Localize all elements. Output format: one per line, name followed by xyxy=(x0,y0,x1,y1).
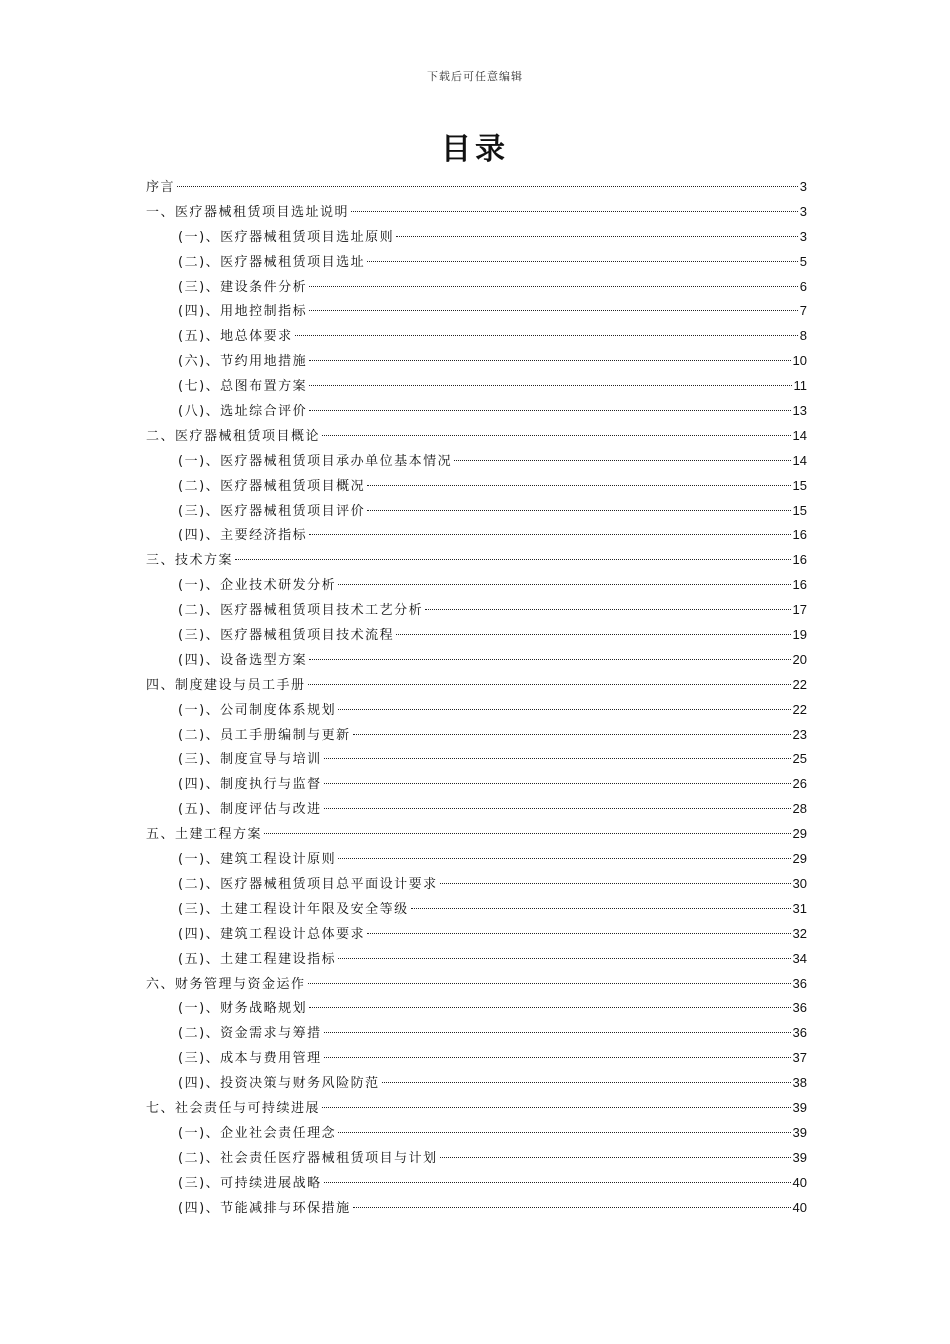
toc-entry-label: (一)、企业社会责任理念 xyxy=(178,1125,337,1141)
toc-entry-label: (八)、选址综合评价 xyxy=(178,404,308,420)
toc-entry[interactable] xyxy=(146,1171,807,1196)
toc-entry[interactable] xyxy=(146,225,807,250)
toc-entry-page: 15 xyxy=(792,502,807,518)
toc-entry-page: 16 xyxy=(792,577,807,593)
toc-dot-leader xyxy=(411,908,791,909)
toc-dot-leader xyxy=(308,684,791,685)
toc-entry-page: 39 xyxy=(792,1099,807,1115)
toc-entry-page: 16 xyxy=(792,527,807,543)
toc-entry[interactable] xyxy=(146,623,807,648)
toc-dot-leader xyxy=(308,983,791,984)
table-of-contents xyxy=(146,175,807,1220)
toc-dot-leader xyxy=(338,858,790,859)
toc-entry[interactable] xyxy=(146,250,807,275)
toc-entry-page: 5 xyxy=(799,253,807,269)
toc-dot-leader xyxy=(425,609,790,610)
toc-entry-label: (四)、节能减排与环保措施 xyxy=(178,1200,351,1216)
toc-dot-leader xyxy=(367,485,790,486)
toc-entry-page: 14 xyxy=(792,427,807,443)
toc-entry[interactable] xyxy=(146,698,807,723)
toc-entry-label: (四)、制度执行与监督 xyxy=(178,777,322,793)
toc-entry-label: (三)、医疗器械租赁项目技术流程 xyxy=(178,628,395,644)
toc-entry-label: 二、医疗器械租赁项目概论 xyxy=(146,428,321,444)
toc-entry-page: 26 xyxy=(792,776,807,792)
toc-entry-page: 3 xyxy=(799,228,807,244)
toc-entry-page: 22 xyxy=(792,701,807,717)
toc-dot-leader xyxy=(264,833,791,834)
toc-entry-page: 25 xyxy=(792,751,807,767)
toc-entry-label: (三)、可持续进展战略 xyxy=(178,1175,322,1191)
toc-dot-leader xyxy=(440,883,791,884)
toc-entry-page: 39 xyxy=(792,1149,807,1165)
toc-dot-leader xyxy=(382,1082,791,1083)
toc-dot-leader xyxy=(322,435,791,436)
toc-entry-page: 30 xyxy=(792,875,807,891)
toc-entry[interactable] xyxy=(146,424,807,449)
toc-entry-page: 19 xyxy=(792,627,807,643)
toc-entry-page: 29 xyxy=(792,851,807,867)
toc-entry-page: 37 xyxy=(792,1050,807,1066)
toc-entry[interactable] xyxy=(146,822,807,847)
toc-entry-label: (一)、企业技术研发分析 xyxy=(178,578,337,594)
toc-dot-leader xyxy=(367,510,790,511)
toc-entry-page: 28 xyxy=(792,801,807,817)
toc-entry-page: 11 xyxy=(793,378,807,394)
toc-dot-leader xyxy=(235,559,791,560)
toc-entry-label: (二)、医疗器械租赁项目技术工艺分析 xyxy=(178,603,424,619)
toc-entry[interactable] xyxy=(146,972,807,997)
toc-dot-leader xyxy=(309,1007,790,1008)
toc-entry-label: (四)、设备选型方案 xyxy=(178,652,308,668)
toc-entry[interactable] xyxy=(146,996,807,1021)
toc-dot-leader xyxy=(338,958,790,959)
toc-dot-leader xyxy=(309,360,790,361)
toc-entry-label: (六)、节约用地措施 xyxy=(178,354,308,370)
toc-entry[interactable] xyxy=(146,474,807,499)
page-title: 目录 xyxy=(441,132,509,167)
toc-entry-page: 23 xyxy=(792,726,807,742)
toc-entry-label: (二)、资金需求与筹措 xyxy=(178,1026,322,1042)
toc-dot-leader xyxy=(367,933,790,934)
toc-entry-label: (四)、主要经济指标 xyxy=(178,528,308,544)
toc-entry-page: 40 xyxy=(792,1174,807,1190)
toc-entry-label: (三)、土建工程设计年限及安全等级 xyxy=(178,901,409,917)
toc-entry-label: (二)、医疗器械租赁项目选址 xyxy=(178,254,366,270)
toc-dot-leader xyxy=(324,1182,791,1183)
toc-dot-leader xyxy=(324,758,791,759)
toc-dot-leader xyxy=(324,783,791,784)
toc-entry-page: 15 xyxy=(792,477,807,493)
toc-entry-page: 3 xyxy=(799,179,807,194)
toc-entry-label: 三、技术方案 xyxy=(146,553,234,569)
toc-entry-label: 序言 xyxy=(146,180,176,195)
toc-dot-leader xyxy=(309,385,791,386)
toc-entry-label: (四)、建筑工程设计总体要求 xyxy=(178,926,366,942)
toc-entry-label: 一、医疗器械租赁项目选址说明 xyxy=(146,204,350,220)
toc-entry-label: (一)、公司制度体系规划 xyxy=(178,702,337,718)
toc-entry[interactable] xyxy=(146,847,807,872)
toc-entry[interactable] xyxy=(146,872,807,897)
toc-entry-page: 20 xyxy=(792,651,807,667)
toc-entry-label: 五、土建工程方案 xyxy=(146,827,263,843)
toc-entry-label: 六、财务管理与资金运作 xyxy=(146,976,306,992)
toc-dot-leader xyxy=(324,808,791,809)
toc-dot-leader xyxy=(322,1107,791,1108)
toc-entry-label: (一)、医疗器械租赁项目承办单位基本情况 xyxy=(178,453,453,469)
toc-entry[interactable] xyxy=(146,349,807,374)
toc-entry-page: 6 xyxy=(799,278,807,294)
header-note: 下载后可任意编辑 xyxy=(427,70,523,83)
toc-entry-page: 10 xyxy=(792,353,807,369)
toc-dot-leader xyxy=(324,1057,791,1058)
toc-entry-label: (七)、总图布置方案 xyxy=(178,379,308,395)
toc-entry-label: (一)、医疗器械租赁项目选址原则 xyxy=(178,229,395,245)
toc-dot-leader xyxy=(309,286,798,287)
toc-dot-leader xyxy=(440,1157,791,1158)
toc-entry-page: 17 xyxy=(792,602,807,618)
toc-entry[interactable] xyxy=(146,1121,807,1146)
toc-entry-label: (三)、制度宣导与培训 xyxy=(178,752,322,768)
toc-entry-page: 36 xyxy=(792,975,807,991)
toc-entry[interactable] xyxy=(146,673,807,698)
toc-entry[interactable] xyxy=(146,299,807,324)
toc-entry[interactable] xyxy=(146,723,807,748)
toc-entry-page: 38 xyxy=(792,1075,807,1091)
toc-dot-leader xyxy=(338,584,790,585)
toc-dot-leader xyxy=(367,261,798,262)
toc-entry-page: 36 xyxy=(792,1025,807,1041)
toc-entry[interactable] xyxy=(146,275,807,300)
toc-entry-label: (四)、用地控制指标 xyxy=(178,304,308,320)
toc-dot-leader xyxy=(295,335,798,336)
toc-dot-leader xyxy=(338,709,790,710)
toc-entry[interactable] xyxy=(146,573,807,598)
toc-dot-leader xyxy=(309,310,798,311)
toc-entry[interactable] xyxy=(146,747,807,772)
toc-entry[interactable] xyxy=(146,1096,807,1121)
toc-entry-label: (一)、财务战略规划 xyxy=(178,1001,308,1017)
toc-entry[interactable] xyxy=(146,523,807,548)
toc-dot-leader xyxy=(396,236,798,237)
toc-entry-page: 13 xyxy=(792,403,807,419)
toc-entry[interactable] xyxy=(146,175,807,200)
toc-entry-label: (二)、医疗器械租赁项目总平面设计要求 xyxy=(178,876,438,892)
toc-entry-page: 14 xyxy=(792,452,807,468)
toc-entry-page: 32 xyxy=(792,925,807,941)
toc-entry-page: 22 xyxy=(792,676,807,692)
toc-dot-leader xyxy=(338,1132,790,1133)
toc-entry[interactable] xyxy=(146,947,807,972)
toc-entry-label: (五)、土建工程建设指标 xyxy=(178,951,337,967)
toc-entry[interactable] xyxy=(146,897,807,922)
toc-entry[interactable] xyxy=(146,548,807,573)
toc-entry-page: 36 xyxy=(792,1000,807,1016)
toc-entry[interactable] xyxy=(146,1196,807,1221)
toc-entry[interactable] xyxy=(146,648,807,673)
toc-entry-label: (一)、建筑工程设计原则 xyxy=(178,852,337,868)
toc-entry-label: (五)、制度评估与改进 xyxy=(178,802,322,818)
toc-dot-leader xyxy=(454,460,790,461)
toc-entry-label: (三)、成本与费用管理 xyxy=(178,1051,322,1067)
toc-entry[interactable] xyxy=(146,324,807,349)
toc-entry[interactable] xyxy=(146,449,807,474)
toc-dot-leader xyxy=(351,211,798,212)
toc-entry-page: 16 xyxy=(792,552,807,568)
toc-entry[interactable] xyxy=(146,797,807,822)
toc-entry[interactable] xyxy=(146,772,807,797)
toc-entry-page: 40 xyxy=(792,1199,807,1215)
toc-entry[interactable] xyxy=(146,1146,807,1171)
toc-entry-label: (三)、医疗器械租赁项目评价 xyxy=(178,503,366,519)
toc-entry-label: (四)、投资决策与财务风险防范 xyxy=(178,1076,380,1092)
toc-entry[interactable] xyxy=(146,922,807,947)
toc-entry-page: 29 xyxy=(792,826,807,842)
toc-entry-label: (二)、员工手册编制与更新 xyxy=(178,727,351,743)
toc-dot-leader xyxy=(309,534,790,535)
toc-entry-label: (三)、建设条件分析 xyxy=(178,279,308,295)
toc-dot-leader xyxy=(324,1032,791,1033)
toc-entry[interactable] xyxy=(146,598,807,623)
toc-entry-label: (五)、地总体要求 xyxy=(178,329,293,345)
toc-entry[interactable] xyxy=(146,499,807,524)
toc-entry-label: (二)、社会责任医疗器械租赁项目与计划 xyxy=(178,1150,438,1166)
toc-entry-page: 7 xyxy=(799,303,807,319)
toc-dot-leader xyxy=(353,1207,791,1208)
toc-entry-page: 8 xyxy=(799,328,807,344)
toc-entry-label: 七、社会责任与可持续进展 xyxy=(146,1100,321,1116)
toc-entry[interactable] xyxy=(146,1046,807,1071)
toc-entry[interactable] xyxy=(146,1021,807,1046)
toc-dot-leader xyxy=(177,186,798,187)
toc-entry-page: 34 xyxy=(792,950,807,966)
toc-dot-leader xyxy=(353,734,791,735)
toc-dot-leader xyxy=(396,634,790,635)
toc-entry[interactable] xyxy=(146,374,807,399)
toc-entry-page: 39 xyxy=(792,1124,807,1140)
toc-entry-label: 四、制度建设与员工手册 xyxy=(146,677,306,693)
toc-entry-page: 3 xyxy=(799,203,807,219)
toc-dot-leader xyxy=(309,410,790,411)
toc-entry-label: (二)、医疗器械租赁项目概况 xyxy=(178,478,366,494)
toc-entry[interactable] xyxy=(146,200,807,225)
toc-dot-leader xyxy=(309,659,790,660)
toc-entry-page: 31 xyxy=(792,900,807,916)
toc-entry[interactable] xyxy=(146,399,807,424)
toc-entry[interactable] xyxy=(146,1071,807,1096)
